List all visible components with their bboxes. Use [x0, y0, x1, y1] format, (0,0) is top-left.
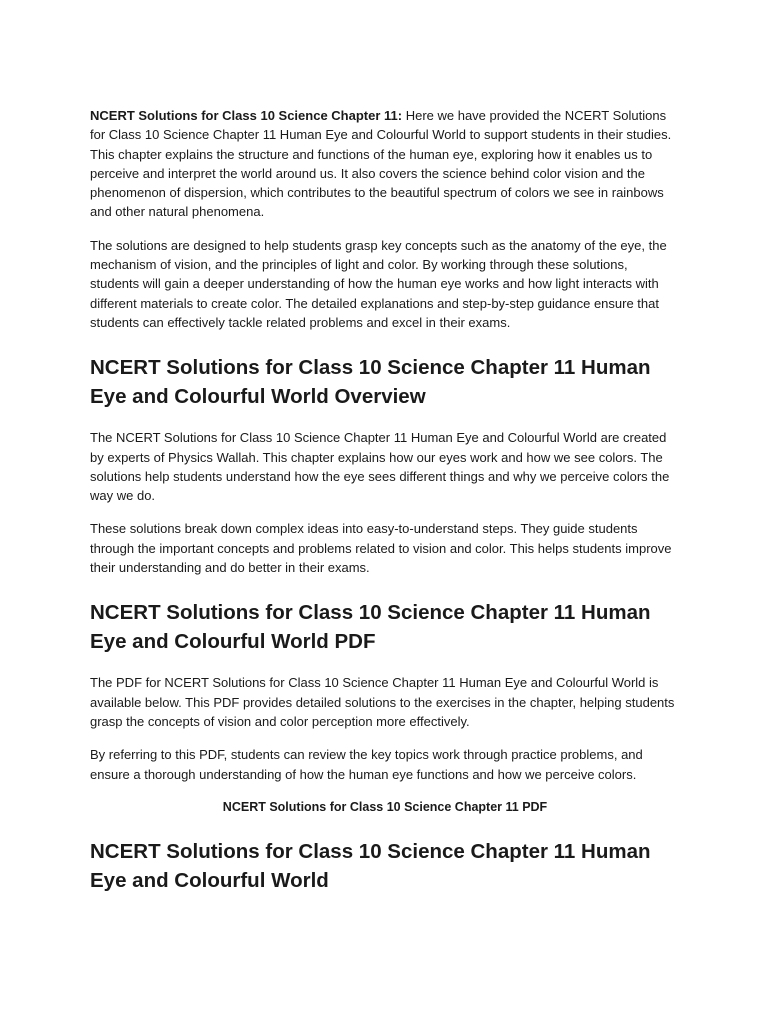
document-page — [90, 106, 680, 912]
intro-paragraph — [90, 106, 680, 222]
pdf-download-link[interactable]: NCERT Solutions for Class 10 Science Chapter 11 PDF — [222, 799, 548, 814]
overview-heading: NCERT Solutions for Class 10 Science Chapter 11 Human Eye and Colourful World Overview — [90, 356, 651, 409]
overview-paragraph-2: These solutions break down complex ideas into easy-to-understand steps. They guide students through the important concepts and problems related to vision and color. This helps students improve their understanding and do better in their exams. — [90, 521, 672, 576]
pdf-paragraph-2: By referring to this PDF, students can review the key topics work through practice problems, and ensure a thorough understanding of how the human eye functions and how we perceive colors. — [90, 747, 643, 782]
pdf-paragraph-1: The PDF for NCERT Solutions for Class 10 Science Chapter 11 Human Eye and Colourful World is available below. This PDF provides detailed solutions to the exercises in the chapter, helping students grasp the concepts of vision and color perception more effectively. — [90, 675, 675, 729]
overview-paragraph-1: The NCERT Solutions for Class 10 Science Chapter 11 Human Eye and Colourful World are created by experts of Physics Wallah. This chapter explains how our eyes work and how we see colors. The solutions help students understand how the eye sees different things and why we perceive colors the way we do. — [90, 430, 670, 504]
intro-paragraph-2: The solutions are designed to help students grasp key concepts such as the anatomy of the eye, the mechanism of vision, and the principles of light and color. By working through these solutions, students will gain a deeper understanding of how the human eye works and how light interacts with different materials to create color. The detailed explanations and step-by-step guidance ensure that students can effectively tackle related problems and excel in their exams. — [90, 237, 667, 330]
final-heading: NCERT Solutions for Class 10 Science Chapter 11 Human Eye and Colourful World — [90, 839, 651, 892]
intro-lead: NCERT Solutions for Class 10 Science Chapter 11: — [90, 108, 403, 123]
intro-text: Here we have provided the NCERT Solutions for Class 10 Science Chapter 11 Human Eye and Colourful World to support students in their studies. This chapter explains the structure and functions of the human eye, exploring how it enables us to perceive and interpret the world around us. It also covers the science behind color vision and the phenomenon of dispersion, which contributes to the beautiful spectrum of colors we see in rainbows and other natural phenomena. — [90, 108, 672, 220]
pdf-heading: NCERT Solutions for Class 10 Science Chapter 11 Human Eye and Colourful World PDF — [90, 601, 651, 654]
